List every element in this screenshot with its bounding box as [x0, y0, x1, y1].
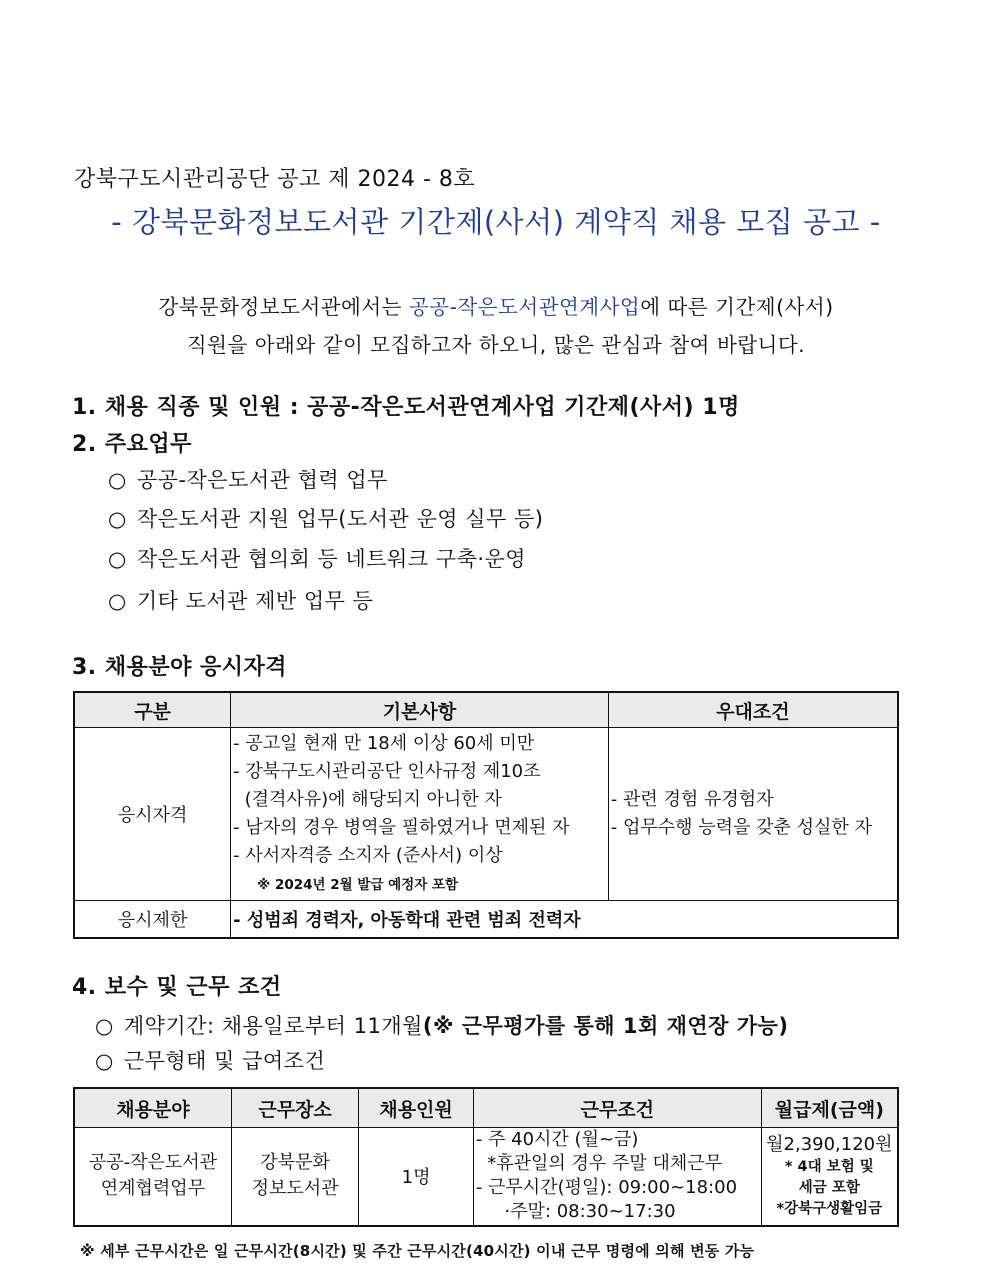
preference-list — [611, 786, 897, 842]
table-header-cell: 월급제(금액) — [761, 1088, 898, 1128]
section-1-heading: 1. 채용 직종 및 인원 : 공공-작은도서관연계사업 기간제(사서) 1명 — [72, 395, 740, 420]
list-item: - 업무수행 능력을 갖춘 성실한 자 — [610, 817, 872, 838]
condition-line: - 근무시간(평일): 09:00~18:00 — [475, 1177, 738, 1199]
list-item: (결격사유)에 해당되지 아니한 자 — [233, 789, 502, 810]
basic-requirements-cell — [231, 728, 609, 901]
condition-line: ·주말: 08:30~17:30 — [475, 1201, 676, 1223]
basic-requirements-list — [233, 730, 608, 900]
section-4-heading: 4. 보수 및 근무 조건 — [72, 975, 282, 1000]
list-item: - 사서자격증 소지자 (준사서) 이상 — [233, 845, 503, 866]
table-row — [74, 728, 898, 901]
field-line: 공공-작은도서관 — [88, 1152, 218, 1174]
circle-bullet-icon: ○ — [95, 1049, 114, 1073]
table-header-cell: 우대조건 — [608, 692, 898, 728]
issuance-note: ※ 2024년 2월 발급 예정자 포함 — [257, 877, 459, 893]
contract-period — [95, 1010, 788, 1040]
circle-bullet-icon: ○ — [95, 1014, 114, 1038]
table-header-cell: 기본사항 — [231, 692, 609, 728]
work-conditions-label: 근무형태 및 급여조건 — [123, 1049, 326, 1073]
duty-item-label: 기타 도서관 제반 업무 등 — [136, 589, 374, 613]
count-cell: 1명 — [359, 1128, 474, 1226]
place-line: 정보도서관 — [251, 1178, 339, 1200]
salary-note: * 4대 보험 및 — [784, 1158, 874, 1175]
condition-line: *휴관일의 경우 주말 대체근무 — [475, 1153, 723, 1175]
table-header-row — [74, 692, 898, 728]
table-header-cell: 근무장소 — [231, 1088, 358, 1128]
table-row — [74, 901, 898, 939]
duty-item — [108, 585, 373, 615]
intro-highlight: 공공-작은도서관연계사업 — [408, 295, 641, 319]
salary-cell — [761, 1128, 898, 1226]
contract-period-text: 계약기간: 채용일로부터 11개월 — [123, 1014, 423, 1038]
page-title: - 강북문화정보도서관 기간제(사서) 계약직 채용 모집 공고 - — [111, 205, 881, 239]
table-header-cell: 구분 — [74, 692, 231, 728]
row-label: 응시자격 — [74, 728, 231, 901]
intro-text: 에 따른 기간제(사서) — [640, 295, 834, 319]
list-item: - 공고일 현재 만 18세 이상 60세 미만 — [233, 733, 535, 754]
conditions-cell — [473, 1128, 761, 1226]
preference-cell — [608, 728, 898, 901]
circle-bullet-icon: ○ — [108, 589, 127, 613]
circle-bullet-icon: ○ — [108, 547, 127, 571]
duty-item — [108, 464, 388, 494]
intro-line-1 — [0, 290, 992, 320]
list-item: - 강북구도시관리공단 인사규정 제10조 — [233, 761, 541, 782]
place-line: 강북문화 — [260, 1152, 330, 1174]
salary-note: *강북구생활임금 — [776, 1200, 883, 1217]
salary-note: 세금 포함 — [798, 1179, 860, 1196]
condition-line: - 주 40시간 (월~금) — [475, 1129, 639, 1151]
qualification-table — [73, 691, 899, 939]
section-2-heading: 2. 주요업무 — [72, 432, 192, 457]
table-header-cell: 근무조건 — [473, 1088, 761, 1128]
circle-bullet-icon: ○ — [108, 507, 127, 531]
row-label: 응시제한 — [74, 901, 231, 939]
salary-amount: 월2,390,120원 — [766, 1133, 893, 1155]
table-header-cell: 채용인원 — [359, 1088, 474, 1128]
field-line: 연계협력업무 — [100, 1178, 206, 1200]
section-3-heading: 3. 채용분야 응시자격 — [72, 655, 287, 680]
list-item: - 남자의 경우 병역을 필하였거나 면제된 자 — [233, 817, 570, 838]
footnote: ※ 세부 근무시간은 일 근무시간(8시간) 및 주간 근무시간(40시간) 이내 근무 명령에 의해 변동 가능 — [80, 1242, 755, 1260]
work-conditions-title — [95, 1045, 325, 1075]
duty-item-label: 공공-작은도서관 협력 업무 — [136, 468, 388, 492]
table-header-cell: 채용분야 — [74, 1088, 231, 1128]
duty-item — [108, 503, 543, 533]
intro-line-2: 직원을 아래와 같이 모집하고자 하오니, 많은 관심과 참여 바랍니다. — [186, 333, 806, 357]
duty-item-label: 작은도서관 협의회 등 네트워크 구축·운영 — [136, 547, 527, 571]
duty-item — [108, 543, 526, 573]
circle-bullet-icon: ○ — [108, 468, 127, 492]
duty-item-label: 작은도서관 지원 업무(도서관 운영 실무 등) — [136, 507, 544, 531]
table-header-row — [74, 1088, 898, 1128]
table-row — [74, 1128, 898, 1226]
notice-number: 강북구도시관리공단 공고 제 2024 - 8호 — [74, 167, 476, 192]
place-cell — [231, 1128, 358, 1226]
intro-text: 강북문화정보도서관에서는 — [158, 295, 409, 319]
field-cell — [74, 1128, 231, 1226]
list-item: - 관련 경험 유경험자 — [610, 789, 774, 810]
work-conditions-table — [73, 1087, 899, 1227]
restriction-cell: - 성범죄 경력자, 아동학대 관련 범죄 전력자 — [231, 901, 898, 939]
contract-period-note: (※ 근무평가를 통해 1회 재연장 가능) — [422, 1014, 789, 1038]
